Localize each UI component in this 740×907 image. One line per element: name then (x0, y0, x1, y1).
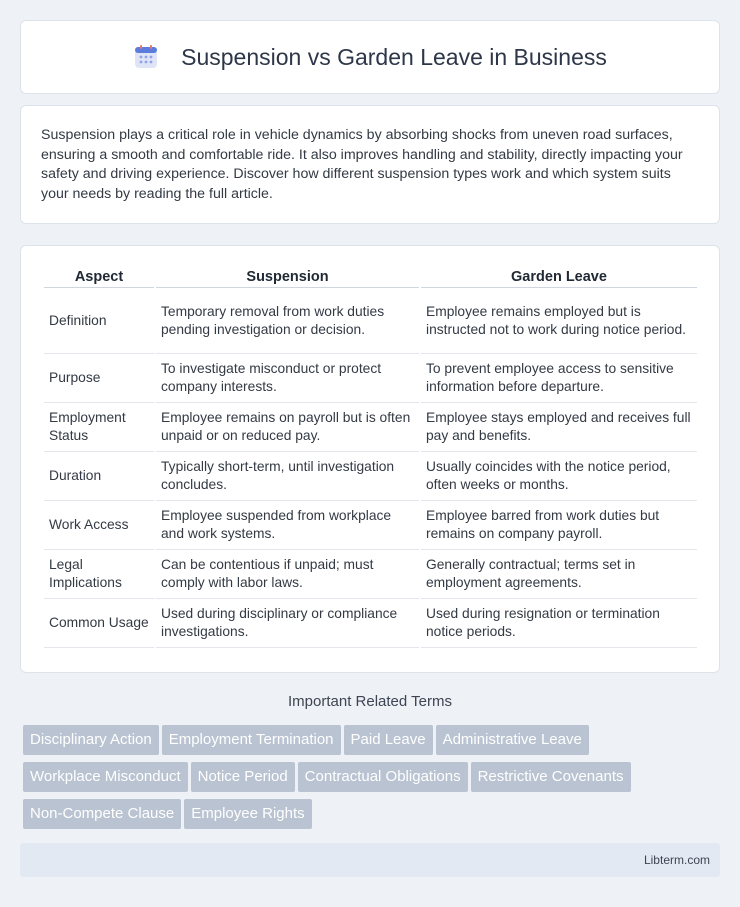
table-cell: Employee barred from work duties but remains on company payroll. (421, 501, 697, 550)
column-header: Suspension (156, 264, 419, 288)
table-cell: Temporary removal from work duties pending investigation or decision. (156, 288, 419, 354)
table-cell: Used during resignation or termination notice periods. (421, 599, 697, 648)
table-row (44, 403, 697, 452)
table-cell: Usually coincides with the notice period, often weeks or months. (421, 452, 697, 501)
table-cell: Used during disciplinary or compliance investigations. (156, 599, 419, 648)
header-card (20, 20, 720, 94)
intro-text: Suspension plays a critical role in vehicle dynamics by absorbing shocks from uneven road surfaces, ensuring a smooth and comfortable ride. It also improves handling and stability, directly impacting your safety and driving experience. Discover how different suspension types work and which system suits your needs by reading the full article. (41, 127, 683, 202)
tag-contractual-obligations[interactable]: Contractual Obligations (298, 762, 468, 792)
table-cell: Legal Implications (44, 550, 154, 599)
tag-notice-period[interactable]: Notice Period (191, 762, 295, 792)
column-header: Garden Leave (421, 264, 697, 288)
tag-employee-rights[interactable]: Employee Rights (184, 799, 311, 829)
comparison-table-card (20, 245, 720, 673)
table-cell: To prevent employee access to sensitive information before departure. (421, 354, 697, 403)
tag-non-compete-clause[interactable]: Non-Compete Clause (23, 799, 181, 829)
tag-restrictive-covenants[interactable]: Restrictive Covenants (471, 762, 631, 792)
related-terms-title: Important Related Terms (288, 693, 452, 710)
tag-employment-termination[interactable]: Employment Termination (162, 725, 341, 755)
tag-administrative-leave[interactable]: Administrative Leave (436, 725, 589, 755)
intro-card (20, 105, 720, 224)
page-title: Suspension vs Garden Leave in Business (181, 43, 607, 70)
table-cell: Employee remains on payroll but is often unpaid or on reduced pay. (156, 403, 419, 452)
calendar-icon (133, 44, 159, 70)
table-cell: Definition (44, 288, 154, 354)
comparison-table (42, 264, 699, 648)
table-cell: Typically short-term, until investigation concludes. (156, 452, 419, 501)
tag-disciplinary-action[interactable]: Disciplinary Action (23, 725, 159, 755)
table-cell: Common Usage (44, 599, 154, 648)
tag-paid-leave[interactable]: Paid Leave (344, 725, 433, 755)
related-terms-tags (23, 725, 723, 836)
table-header-row (44, 264, 697, 288)
table-row (44, 550, 697, 599)
column-header: Aspect (44, 264, 154, 288)
table-row (44, 354, 697, 403)
table-row (44, 599, 697, 648)
footer (20, 843, 720, 877)
footer-link[interactable]: Libterm.com (643, 853, 710, 867)
table-cell: Employee suspended from workplace and work systems. (156, 501, 419, 550)
table-row (44, 288, 697, 354)
tag-workplace-misconduct[interactable]: Workplace Misconduct (23, 762, 188, 792)
table-row (44, 452, 697, 501)
table-cell: Employee stays employed and receives full pay and benefits. (421, 403, 697, 452)
table-cell: Work Access (44, 501, 154, 550)
table-row (44, 501, 697, 550)
table-cell: Duration (44, 452, 154, 501)
table-cell: Employment Status (44, 403, 154, 452)
table-cell: Can be contentious if unpaid; must comply with labor laws. (156, 550, 419, 599)
table-cell: To investigate misconduct or protect company interests. (156, 354, 419, 403)
table-cell: Employee remains employed but is instructed not to work during notice period. (421, 288, 697, 354)
table-cell: Purpose (44, 354, 154, 403)
table-cell: Generally contractual; terms set in employment agreements. (421, 550, 697, 599)
